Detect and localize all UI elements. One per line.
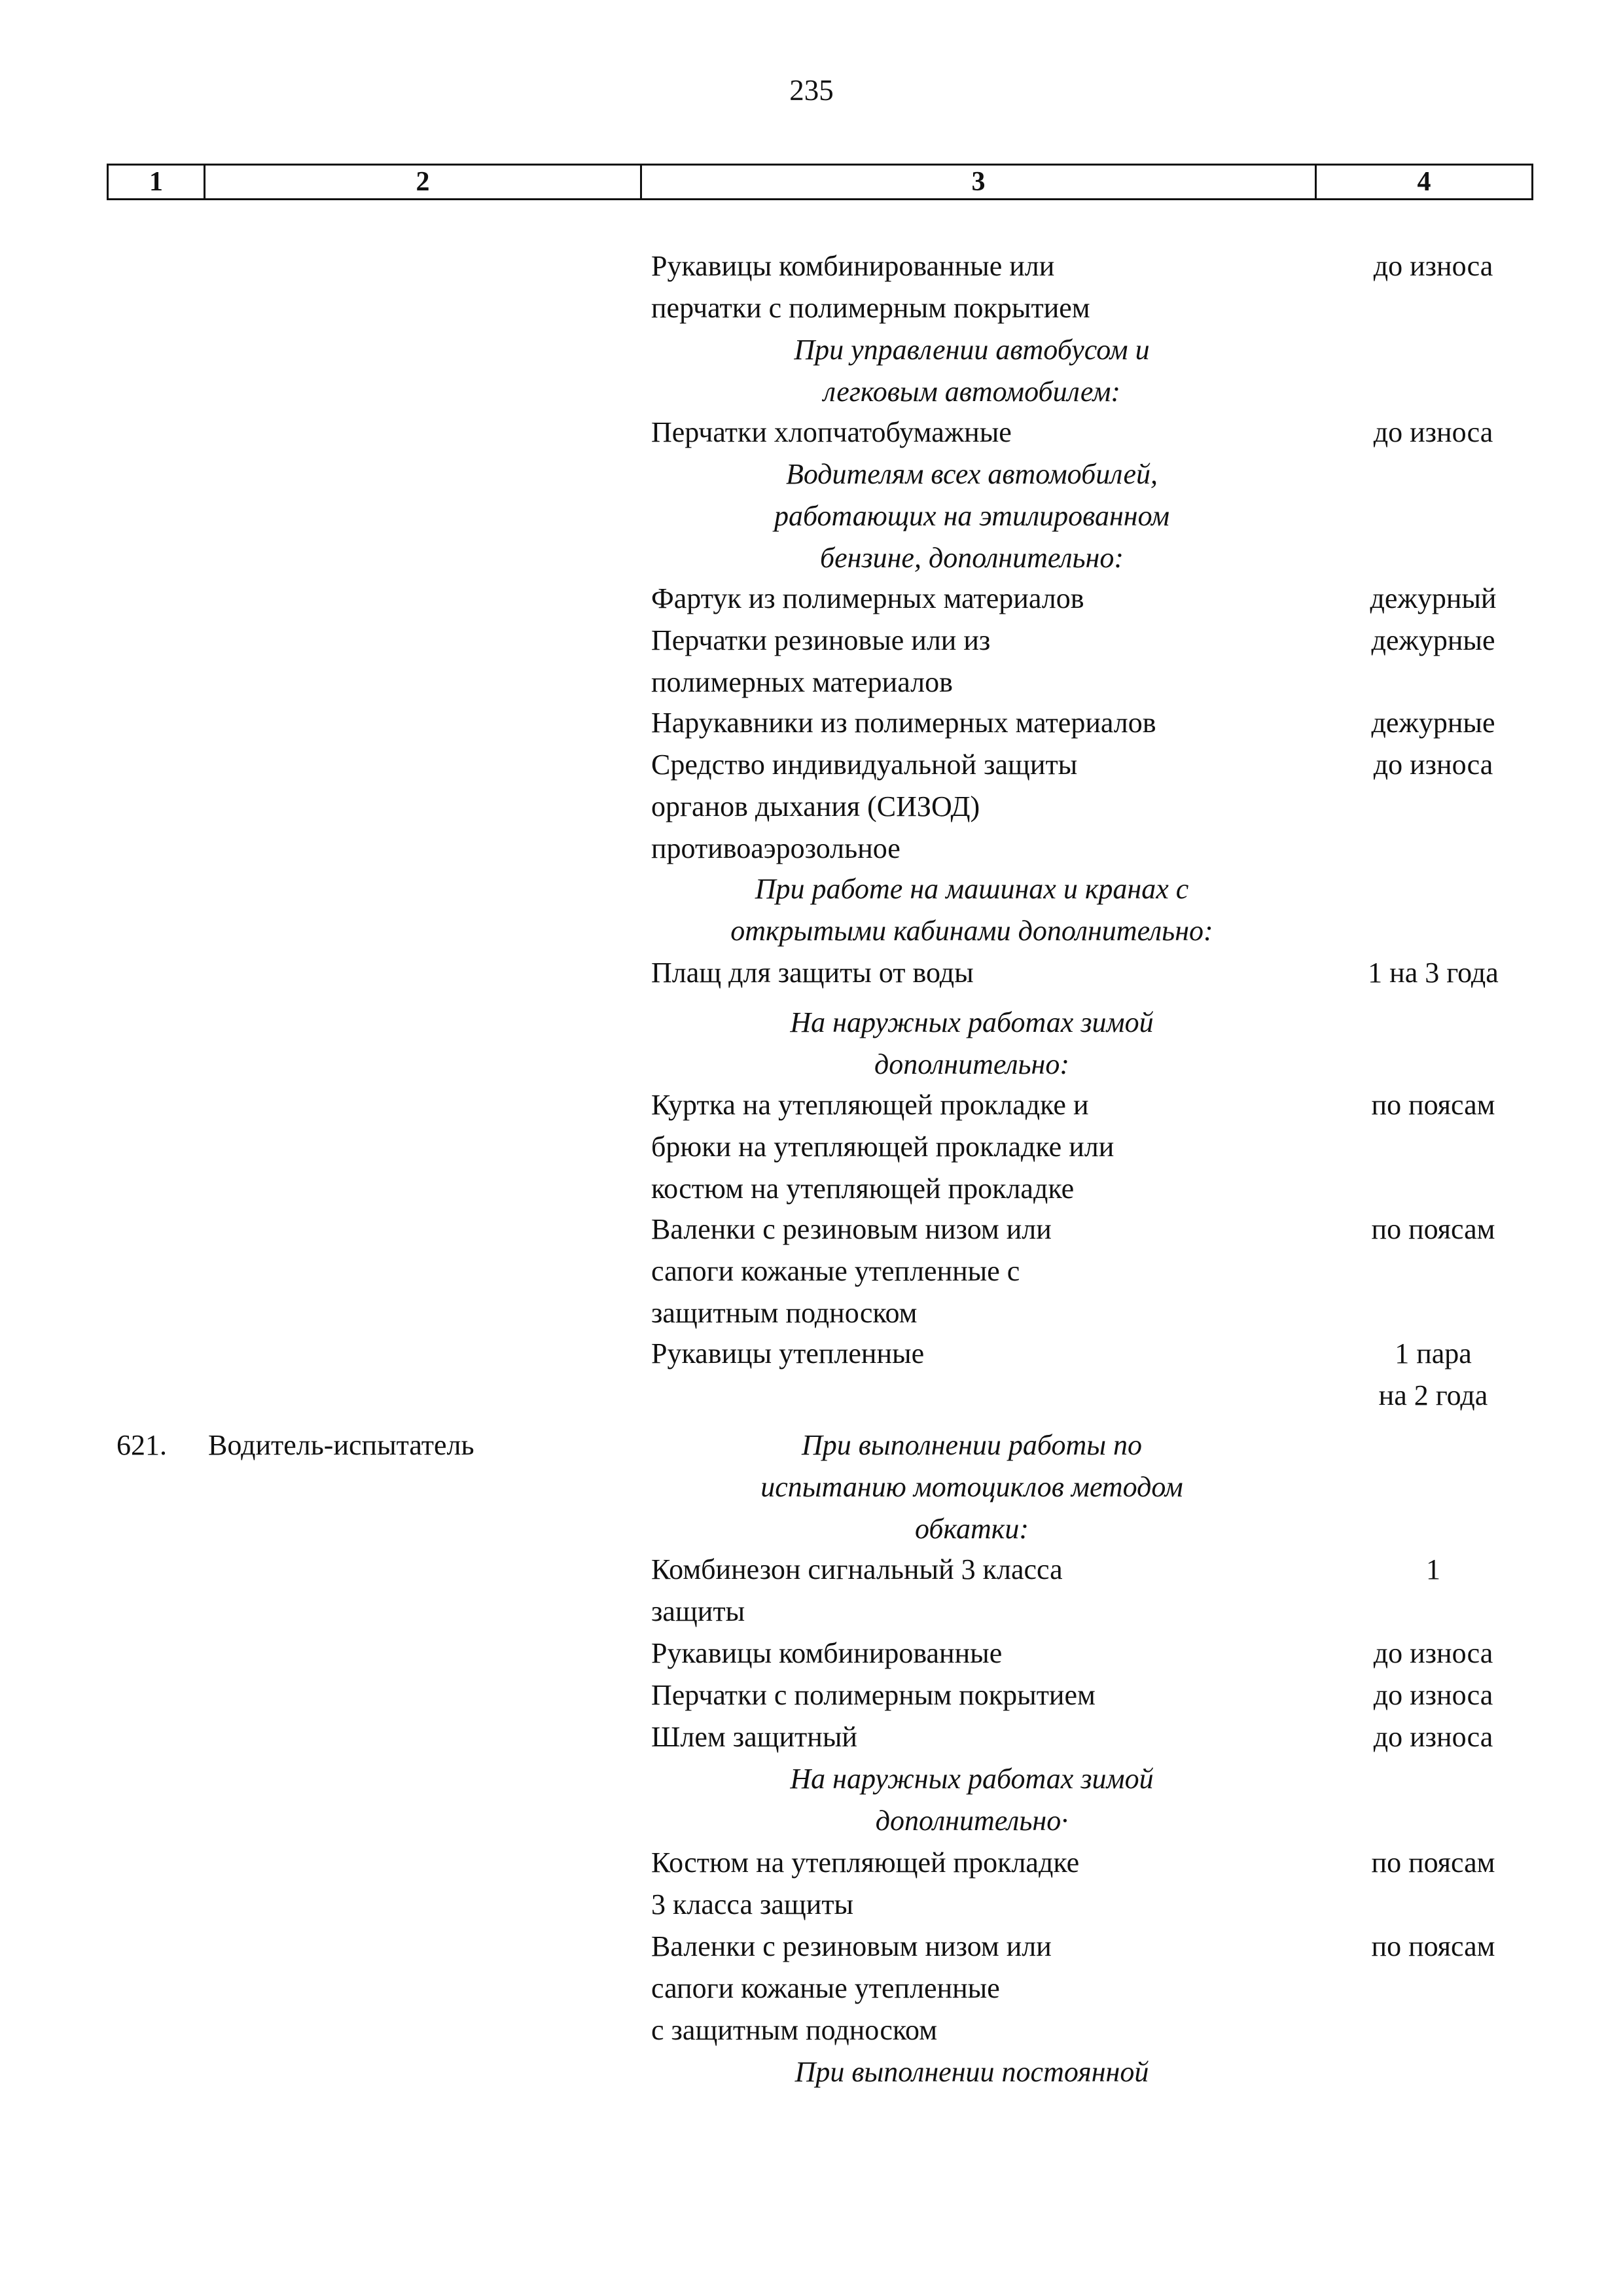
condition-row bbox=[0, 868, 1623, 910]
table-row bbox=[0, 662, 1623, 703]
item-name: противоаэрозольное bbox=[651, 832, 901, 864]
item-name: брюки на утепляющей прокладке или bbox=[651, 1131, 1115, 1163]
condition-text: испытанию мотоциклов методом bbox=[760, 1471, 1183, 1503]
condition-row bbox=[0, 537, 1623, 579]
item-name: Перчатки хлопчатобумажные bbox=[651, 416, 1012, 448]
condition-row bbox=[0, 1044, 1623, 1086]
issue-norm: по поясам bbox=[1371, 1213, 1495, 1245]
table-row bbox=[0, 1884, 1623, 1926]
page-number: 235 bbox=[789, 74, 834, 107]
issue-norm: до износа bbox=[1373, 250, 1493, 282]
table-row bbox=[0, 245, 1623, 287]
item-name: Рукавицы утепленные bbox=[651, 1337, 925, 1369]
table-row bbox=[0, 1084, 1623, 1126]
table-row bbox=[0, 412, 1623, 453]
item-name: сапоги кожаные утепленные bbox=[651, 1972, 1000, 2004]
table-row bbox=[0, 1126, 1623, 1168]
condition-text: При управлении автобусом и bbox=[794, 334, 1150, 366]
table-row bbox=[0, 287, 1623, 329]
table-row bbox=[0, 1209, 1623, 1250]
condition-text: открытыми кабинами дополнительно: bbox=[730, 915, 1213, 947]
item-name: Фартук из полимерных материалов bbox=[651, 582, 1084, 614]
issue-norm: 1 bbox=[1426, 1553, 1440, 1585]
item-name: защитным подноском bbox=[651, 1297, 918, 1329]
condition-row bbox=[0, 910, 1623, 952]
item-name: Нарукавники из полимерных материалов bbox=[651, 707, 1156, 739]
condition-row bbox=[0, 1466, 1623, 1508]
column-header-row bbox=[107, 164, 1533, 200]
table-row bbox=[0, 1250, 1623, 1292]
table-row bbox=[0, 1633, 1623, 1674]
table-row bbox=[0, 1968, 1623, 2009]
condition-row bbox=[0, 495, 1623, 537]
table-row bbox=[0, 620, 1623, 662]
table-row bbox=[0, 1926, 1623, 1968]
condition-text: дополнительно: bbox=[874, 1048, 1070, 1080]
condition-row bbox=[0, 1800, 1623, 1842]
item-name: Средство индивидуальной защиты bbox=[651, 749, 1078, 781]
table-row bbox=[0, 1292, 1623, 1334]
table-row bbox=[0, 1674, 1623, 1716]
condition-row bbox=[0, 371, 1623, 413]
table-row bbox=[0, 1375, 1623, 1417]
condition-text: бензине, дополнительно: bbox=[819, 542, 1124, 574]
table-row bbox=[0, 1591, 1623, 1633]
condition-text: легковым автомобилем: bbox=[823, 376, 1121, 408]
column-header-4: 4 bbox=[1417, 167, 1431, 197]
condition-text: На наружных работах зимой bbox=[790, 1763, 1154, 1795]
condition-row bbox=[0, 1508, 1623, 1550]
condition-text: обкатки: bbox=[914, 1513, 1029, 1545]
item-name: с защитным подноском bbox=[651, 2014, 938, 2046]
item-name: Рукавицы комбинированные или bbox=[651, 250, 1055, 282]
issue-norm: до износа bbox=[1373, 1679, 1493, 1711]
item-name: Куртка на утепляющей прокладке и bbox=[651, 1089, 1089, 1121]
issue-norm: 1 пара bbox=[1395, 1337, 1472, 1369]
issue-norm: до износа bbox=[1373, 1721, 1493, 1753]
item-name: сапоги кожаные утепленные с bbox=[651, 1255, 1020, 1287]
issue-norm: на 2 года bbox=[1378, 1379, 1488, 1411]
issue-norm: по поясам bbox=[1371, 1846, 1495, 1879]
condition-row bbox=[0, 2051, 1623, 2093]
position-number: 621. bbox=[116, 1429, 167, 1461]
issue-norm: до износа bbox=[1373, 416, 1493, 448]
column-header-3: 3 bbox=[642, 166, 1317, 198]
item-name: перчатки с полимерным покрытием bbox=[651, 292, 1090, 324]
condition-text: При выполнении постоянной bbox=[794, 2056, 1149, 2088]
table-row bbox=[0, 2009, 1623, 2051]
column-header-1: 1 bbox=[109, 166, 205, 198]
condition-text: работающих на этилированном bbox=[774, 500, 1170, 532]
item-name: защиты bbox=[651, 1595, 745, 1627]
condition-text: Водителям всех автомобилей, bbox=[785, 458, 1158, 490]
issue-norm: дежурные bbox=[1371, 624, 1495, 656]
item-name: Плащ для защиты от воды bbox=[651, 957, 974, 989]
condition-row bbox=[0, 1002, 1623, 1044]
item-name: Шлем защитный bbox=[651, 1721, 857, 1753]
table-row bbox=[0, 1549, 1623, 1591]
issue-norm: дежурный bbox=[1370, 582, 1497, 614]
item-name: Костюм на утепляющей прокладке bbox=[651, 1846, 1080, 1879]
table-row bbox=[0, 828, 1623, 870]
item-name: Рукавицы комбинированные bbox=[651, 1637, 1003, 1669]
condition-row bbox=[0, 1424, 1623, 1466]
condition-text: дополнительно· bbox=[875, 1805, 1069, 1837]
table-row bbox=[0, 1168, 1623, 1210]
item-name: полимерных материалов bbox=[651, 666, 953, 698]
item-name: 3 класса защиты bbox=[651, 1888, 854, 1920]
condition-row bbox=[0, 329, 1623, 371]
item-name: костюм на утепляющей прокладке bbox=[651, 1173, 1075, 1205]
table-row bbox=[0, 702, 1623, 744]
table-row bbox=[0, 952, 1623, 994]
issue-norm: по поясам bbox=[1371, 1930, 1495, 1962]
issue-norm: до износа bbox=[1373, 749, 1493, 781]
condition-row bbox=[0, 453, 1623, 495]
profession-title: Водитель-испытатель bbox=[208, 1429, 474, 1461]
table-row bbox=[0, 1716, 1623, 1758]
table-row bbox=[0, 786, 1623, 828]
item-name: Валенки с резиновым низом или bbox=[651, 1213, 1052, 1245]
column-header-2: 2 bbox=[205, 166, 642, 198]
table-row bbox=[0, 1333, 1623, 1375]
table-row bbox=[0, 578, 1623, 620]
issue-norm: до износа bbox=[1373, 1637, 1493, 1669]
table-row bbox=[0, 1842, 1623, 1884]
condition-row bbox=[0, 1758, 1623, 1800]
issue-norm: по поясам bbox=[1371, 1089, 1495, 1121]
condition-text: При работе на машинах и кранах с bbox=[755, 873, 1189, 905]
table-row bbox=[0, 744, 1623, 786]
issue-norm: дежурные bbox=[1371, 707, 1495, 739]
item-name: Валенки с резиновым низом или bbox=[651, 1930, 1052, 1962]
condition-text: При выполнении работы по bbox=[801, 1429, 1143, 1461]
item-name: Перчатки с полимерным покрытием bbox=[651, 1679, 1096, 1711]
item-name: Комбинезон сигнальный 3 класса bbox=[651, 1553, 1063, 1585]
condition-text: На наружных работах зимой bbox=[790, 1006, 1154, 1038]
item-name: органов дыхания (СИЗОД) bbox=[651, 790, 980, 822]
issue-norm: 1 на 3 года bbox=[1368, 957, 1499, 989]
item-name: Перчатки резиновые или из bbox=[651, 624, 991, 656]
